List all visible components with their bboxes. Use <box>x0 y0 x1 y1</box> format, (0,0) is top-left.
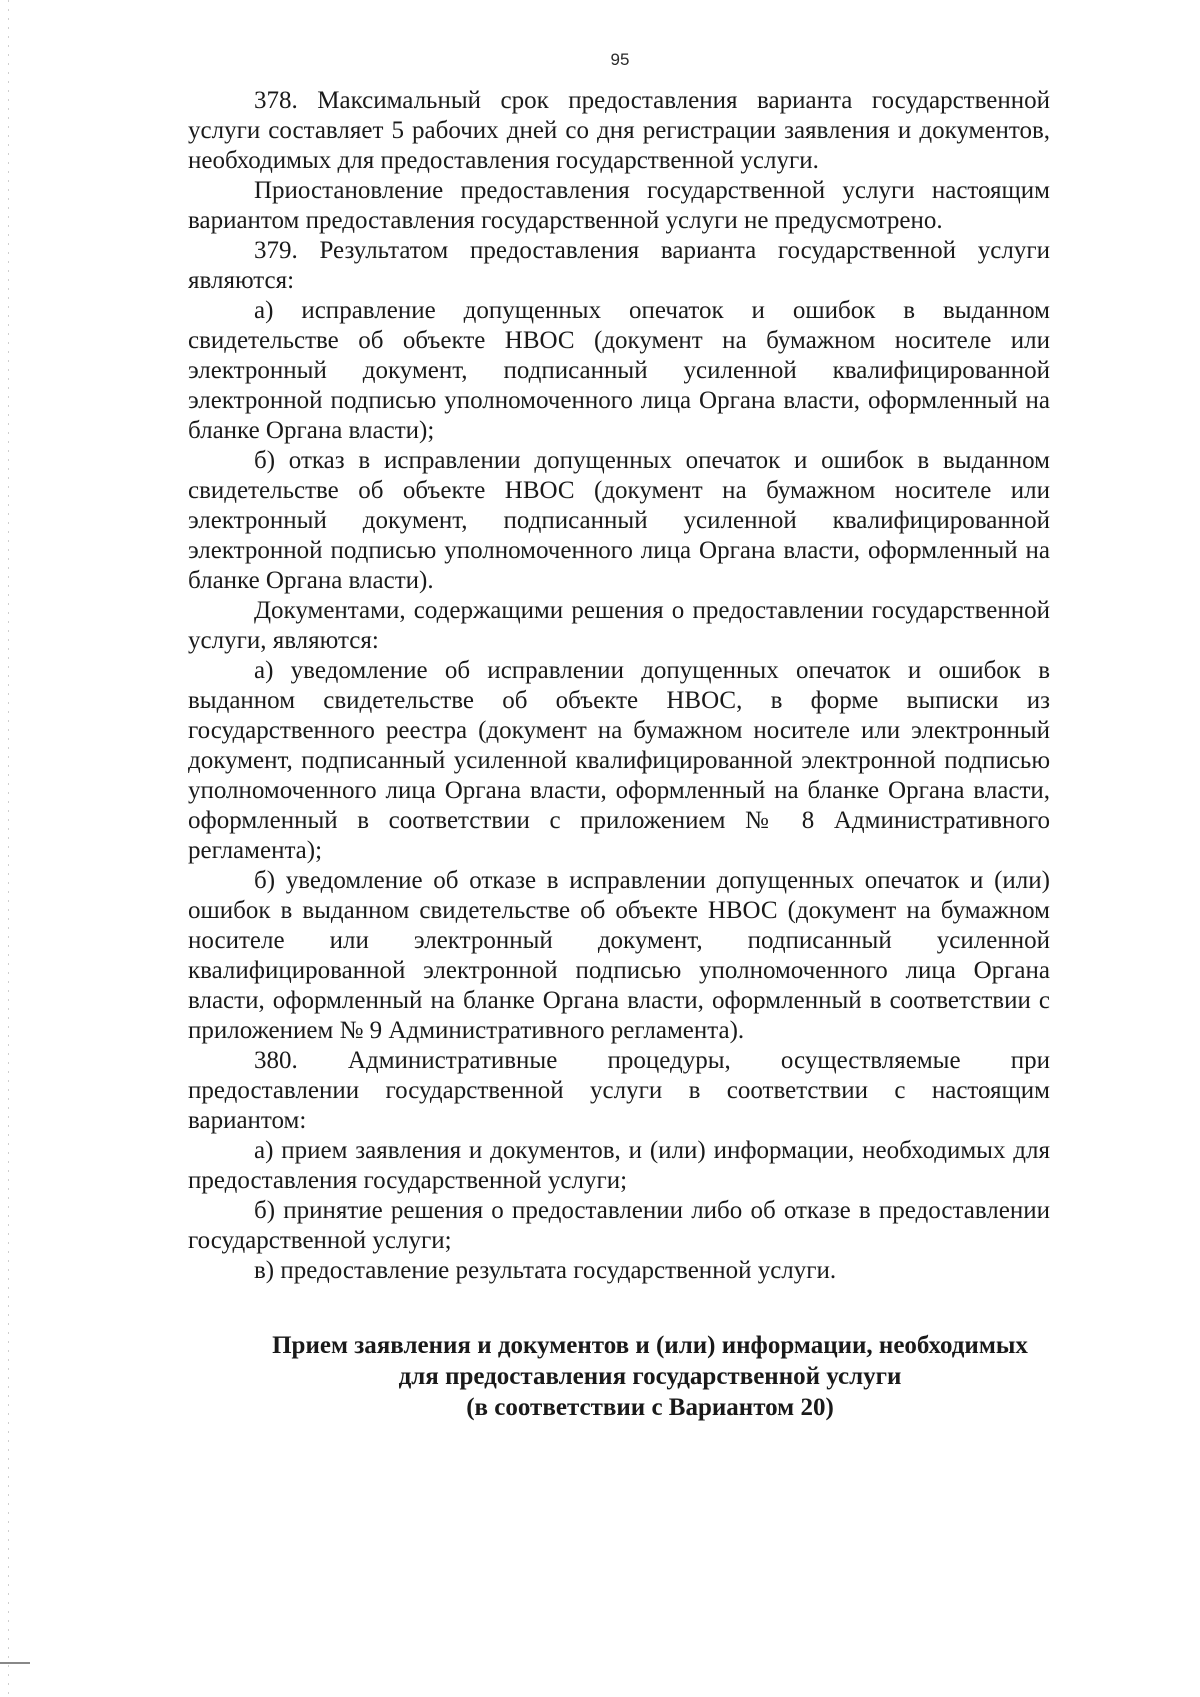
paragraph-procedure-a: а) прием заявления и документов, и (или) информации, необходимых для предоставления государственной услуги; <box>188 1137 1050 1194</box>
scan-dash-mark <box>0 1662 30 1664</box>
scan-edge-mark <box>8 0 9 1697</box>
paragraph-doc-b: б) уведомление об отказе в исправлении допущенных опечаток и (или) ошибок в выданном свидетельстве об объекте НВОС (документ на бумажном носителе или электронный документ, подписанный усиленной квалифицированной электронной подписью уполномоченного лица Органа власти, оформленный на бланке Органа власти, оформленный в соответствии с приложением № 9 Административного регламента). <box>188 867 1050 1044</box>
paragraph-documents: Документами, содержащими решения о предоставлении государственной услуги, являются: <box>188 597 1050 654</box>
section-heading <box>210 1330 1090 1423</box>
body-text <box>188 86 1050 1286</box>
heading-line-1: Прием заявления и документов и (или) информации, необходимых <box>272 1332 1028 1359</box>
paragraph-378: 378. Максимальный срок предоставления варианта государственной услуги составляет 5 рабочих дней со дня регистрации заявления и документов, необходимых для предоставления государственной услуги. <box>188 87 1050 174</box>
paragraph-379: 379. Результатом предоставления варианта государственной услуги являются: <box>188 237 1050 294</box>
heading-line-3: (в соответствии с Вариантом 20) <box>466 1394 834 1421</box>
paragraph-result-b: б) отказ в исправлении допущенных опечаток и ошибок в выданном свидетельстве об объекте НВОС (документ на бумажном носителе или электронный документ, подписанный усиленной квалифицированной электронной подписью уполномоченного лица Органа власти, оформленный на бланке Органа власти). <box>188 447 1050 594</box>
paragraph-procedure-c: в) предоставление результата государственной услуги. <box>254 1257 837 1284</box>
paragraph-380: 380. Административные процедуры, осуществляемые при предоставлении государственной услуги в соответствии с настоящим вариантом: <box>188 1047 1050 1134</box>
paragraph-procedure-b: б) принятие решения о предоставлении либо об отказе в предоставлении государственной услуги; <box>188 1197 1050 1254</box>
paragraph-result-a: а) исправление допущенных опечаток и ошибок в выданном свидетельстве об объекте НВОС (документ на бумажном носителе или электронный документ, подписанный усиленной квалифицированной электронной подписью уполномоченного лица Органа власти, оформленный на бланке Органа власти); <box>188 297 1050 444</box>
paragraph-doc-a: а) уведомление об исправлении допущенных опечаток и ошибок в выданном свидетельстве об объекте НВОС, в форме выписки из государственного реестра (документ на бумажном носителе или электронный документ, подписанный усиленной квалифицированной электронной подписью уполномоченного лица Органа власти, оформленный на бланке Органа власти, оформленный в соответствии с приложением № 8 Административного регламента); <box>188 657 1050 864</box>
heading-line-2: для предоставления государственной услуги <box>398 1363 902 1390</box>
paragraph-suspension: Приостановление предоставления государственной услуги настоящим вариантом предоставления государственной услуги не предусмотрено. <box>188 177 1050 234</box>
page-number: 95 <box>610 50 630 69</box>
